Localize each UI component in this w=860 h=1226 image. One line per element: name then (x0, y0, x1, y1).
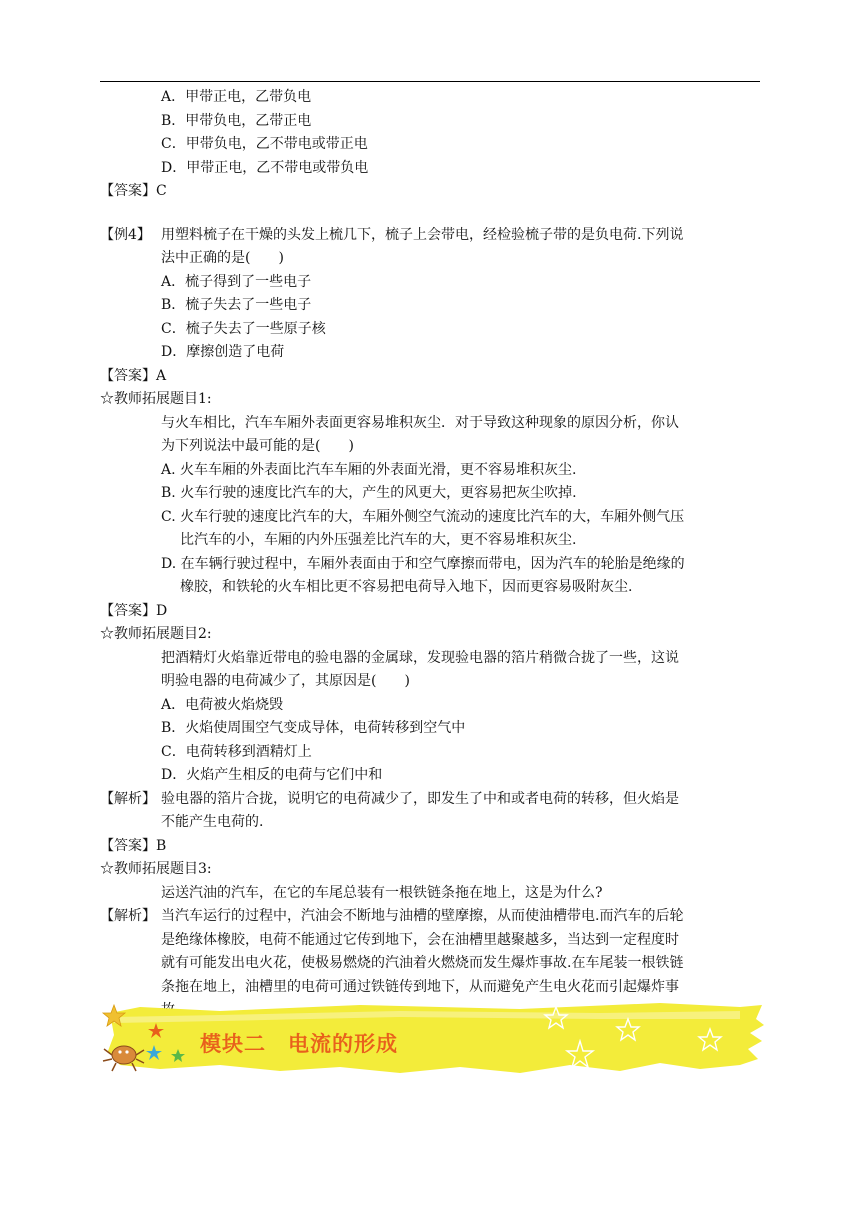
example-4-stem-line2: 法中正确的是( ) (161, 250, 284, 266)
question-stem: 与火车相比，汽车车厢外表面更容易堆积灰尘．对于导致这种现象的原因分析，你认 (161, 414, 679, 431)
option-d: D．火焰产生相反的电荷与它们中和 (161, 767, 383, 783)
option-d: D. 在车辆行驶过程中，车厢外表面由于和空气摩擦而带电，因为汽车的轮胎是绝缘的 (161, 555, 685, 572)
example-label: 【例4】 (100, 226, 151, 243)
module-title: 模块二 电流的形成 (200, 1032, 398, 1056)
answer: 【答案】D (100, 602, 168, 619)
option-a: A．甲带正电，乙带负电 (161, 89, 312, 105)
option-a: A．梳子得到了一些电子 (161, 273, 312, 290)
question-stem: 明验电器的电荷减少了，其原因是( ) (161, 673, 410, 689)
answer: 【答案】B (100, 837, 167, 854)
analysis-line: 条拖在地上，油槽里的电荷可通过铁链传到地下，从而避免产生电火花而引起爆炸事 (161, 978, 679, 995)
option-c: C．梳子失去了一些原子核 (161, 320, 326, 337)
question-stem: 运送汽油的汽车，在它的车尾总装有一根铁链条拖在地上，这是为什么? (161, 884, 603, 901)
option-c: C．电荷转移到酒精灯上 (161, 743, 312, 760)
option-a: A．电荷被火焰烧毁 (161, 696, 284, 713)
analysis-line: 就有可能发出电火花，使极易燃烧的汽油着火燃烧而发生爆炸事故.在车尾装一根铁链 (161, 955, 684, 971)
option-c: C. 火车行驶的速度比汽车的大，车厢外侧空气流动的速度比汽车的大，车厢外侧气压 (161, 508, 685, 525)
answer: 【答案】C (100, 183, 167, 199)
option-d: D．甲带正电，乙不带电或带负电 (161, 159, 369, 176)
option-b: B. 火车行驶的速度比汽车的大，产生的风更大，更容易把灰尘吹掉. (161, 485, 577, 501)
option-b: B．梳子失去了一些电子 (161, 297, 312, 313)
extension-title: ☆教师拓展题目2: (100, 626, 212, 642)
extension-title: ☆教师拓展题目1: (100, 391, 212, 407)
document-body (100, 86, 762, 1023)
extension-title: ☆教师拓展题目3: (100, 861, 212, 877)
option-b: B．火焰使周围空气变成导体，电荷转移到空气中 (161, 720, 466, 736)
question-stem: 为下列说法中最可能的是( ) (161, 438, 354, 454)
option-a: A. 火车车厢的外表面比汽车车厢的外表面光滑，更不容易堆积灰尘. (161, 461, 577, 478)
header-rule (100, 81, 760, 82)
example-4-stem-line1: 【例4】 用塑料梳子在干燥的头发上梳几下，梳子上会带电，经检验梳子带的是负电荷.下列说 (100, 224, 762, 248)
option-c: C．甲带负电，乙不带电或带正电 (161, 136, 368, 152)
analysis-line: 是绝缘体橡胶，电荷不能通过它传到地下，会在油槽里越聚越多，当达到一定程度时 (161, 931, 679, 948)
option-b: B．甲带负电，乙带正电 (161, 112, 312, 129)
analysis-line1: 【解析】 验电器的箔片合拢，说明它的电荷减少了，即发生了中和或者电荷的转移，但火焰是 (100, 788, 762, 812)
option-d: D．摩擦创造了电荷 (161, 344, 285, 360)
analysis-label: 【解析】 (100, 790, 156, 807)
analysis-line1: 【解析】 当汽车运行的过程中，汽油会不断地与油槽的壁摩擦，从而使油槽带电.而汽车的后轮 (100, 905, 762, 929)
answer: 【答案】A (100, 367, 167, 384)
analysis-label: 【解析】 (100, 908, 156, 924)
option-c-continued: 比汽车的小，车厢的内外压强差比汽车的大，更不容易堆积灰尘. (180, 532, 577, 548)
question-stem: 把酒精灯火焰靠近带电的验电器的金属球，发现验电器的箔片稍微合拢了一些，这说 (161, 649, 679, 666)
analysis-line2: 不能产生电荷的. (161, 814, 264, 830)
option-d-continued: 橡胶，和铁轮的火车相比更不容易把电荷导入地下，因而更容易吸附灰尘. (180, 579, 633, 595)
